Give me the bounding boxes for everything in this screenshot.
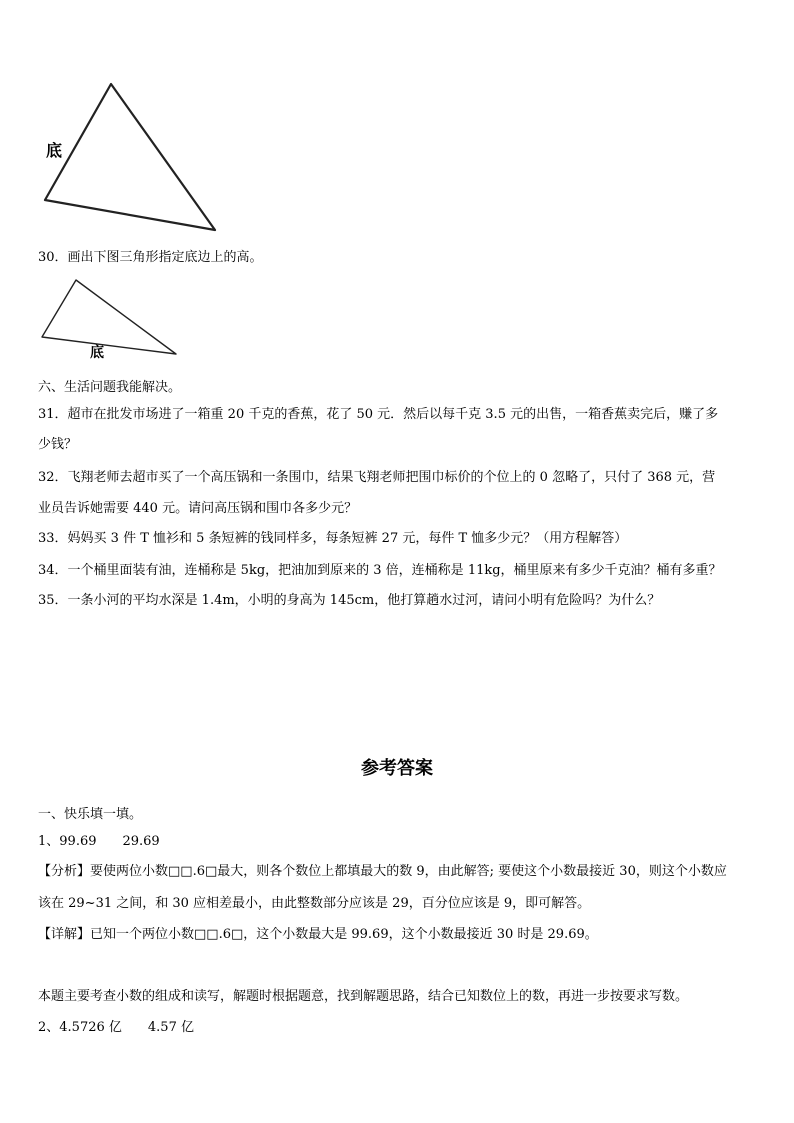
question-33: 33．妈妈买 3 件 T 恤衫和 5 条短裤的钱同样多，每条短裤 27 元，每件 T 恤多少元？（用方程解答） xyxy=(38,531,628,546)
question-32-line-2: 业员告诉她需要 440 元。请问高压锅和围巾各多少元？ xyxy=(38,501,358,516)
triangle-figure-1 xyxy=(40,78,230,236)
question-34: 34．一个桶里面装有油，连桶称是 5kg，把油加到原来的 3 倍，连桶称是 11kg，桶里原来有多少千克油？桶有多重？ xyxy=(38,563,722,578)
question-30: 30．画出下图三角形指定底边上的高。 xyxy=(38,250,263,265)
triangle-figure-2 xyxy=(38,276,183,358)
answer-1: 1、99.69 29.69 xyxy=(38,834,160,849)
answer-1-detail: 【详解】已知一个两位小数□□.6□，这个小数最大是 99.69，这个小数最接近 30 时是 29.69。 xyxy=(38,927,598,942)
answer-1-analysis-line-2: 该在 29~31 之间，和 30 应相差最小，由此整数部分应该是 29，百分位应该是 9，即可解答。 xyxy=(38,896,591,911)
answer-1-summary: 本题主要考查小数的组成和读写，解题时根据题意，找到解题思路，结合已知数位上的数，再进一步按要求写数。 xyxy=(38,989,689,1004)
question-31-line-2: 少钱？ xyxy=(38,437,78,452)
question-32-line-1: 32．飞翔老师去超市买了一个高压锅和一条围巾，结果飞翔老师把围巾标价的个位上的 0 忽略了，只付了 368 元，营 xyxy=(38,470,716,485)
section-6-heading: 六、生活问题我能解决。 xyxy=(38,380,182,395)
answer-key-title: 参考答案 xyxy=(361,758,433,779)
answer-1-analysis-line-1: 【分析】要使两位小数□□.6□最大，则各个数位上都填最大的数 9，由此解答; 要使这个小数最接近 30，则这个小数应 xyxy=(38,864,727,879)
question-31-line-1: 31．超市在批发市场进了一箱重 20 千克的香蕉，花了 50 元．然后以每千克 3.5 元的出售，一箱香蕉卖完后，赚了多 xyxy=(38,407,719,422)
answer-2: 2、4.5726 亿 4.57 亿 xyxy=(38,1020,194,1035)
answer-section-1-heading: 一、快乐填一填。 xyxy=(38,807,143,822)
triangle-2-base-label: 底 xyxy=(90,345,104,361)
triangle-1-base-label: 底 xyxy=(46,141,63,160)
question-35: 35．一条小河的平均水深是 1.4m，小明的身高为 145cm，他打算趟水过河，请问小明有危险吗？为什么？ xyxy=(38,593,661,608)
